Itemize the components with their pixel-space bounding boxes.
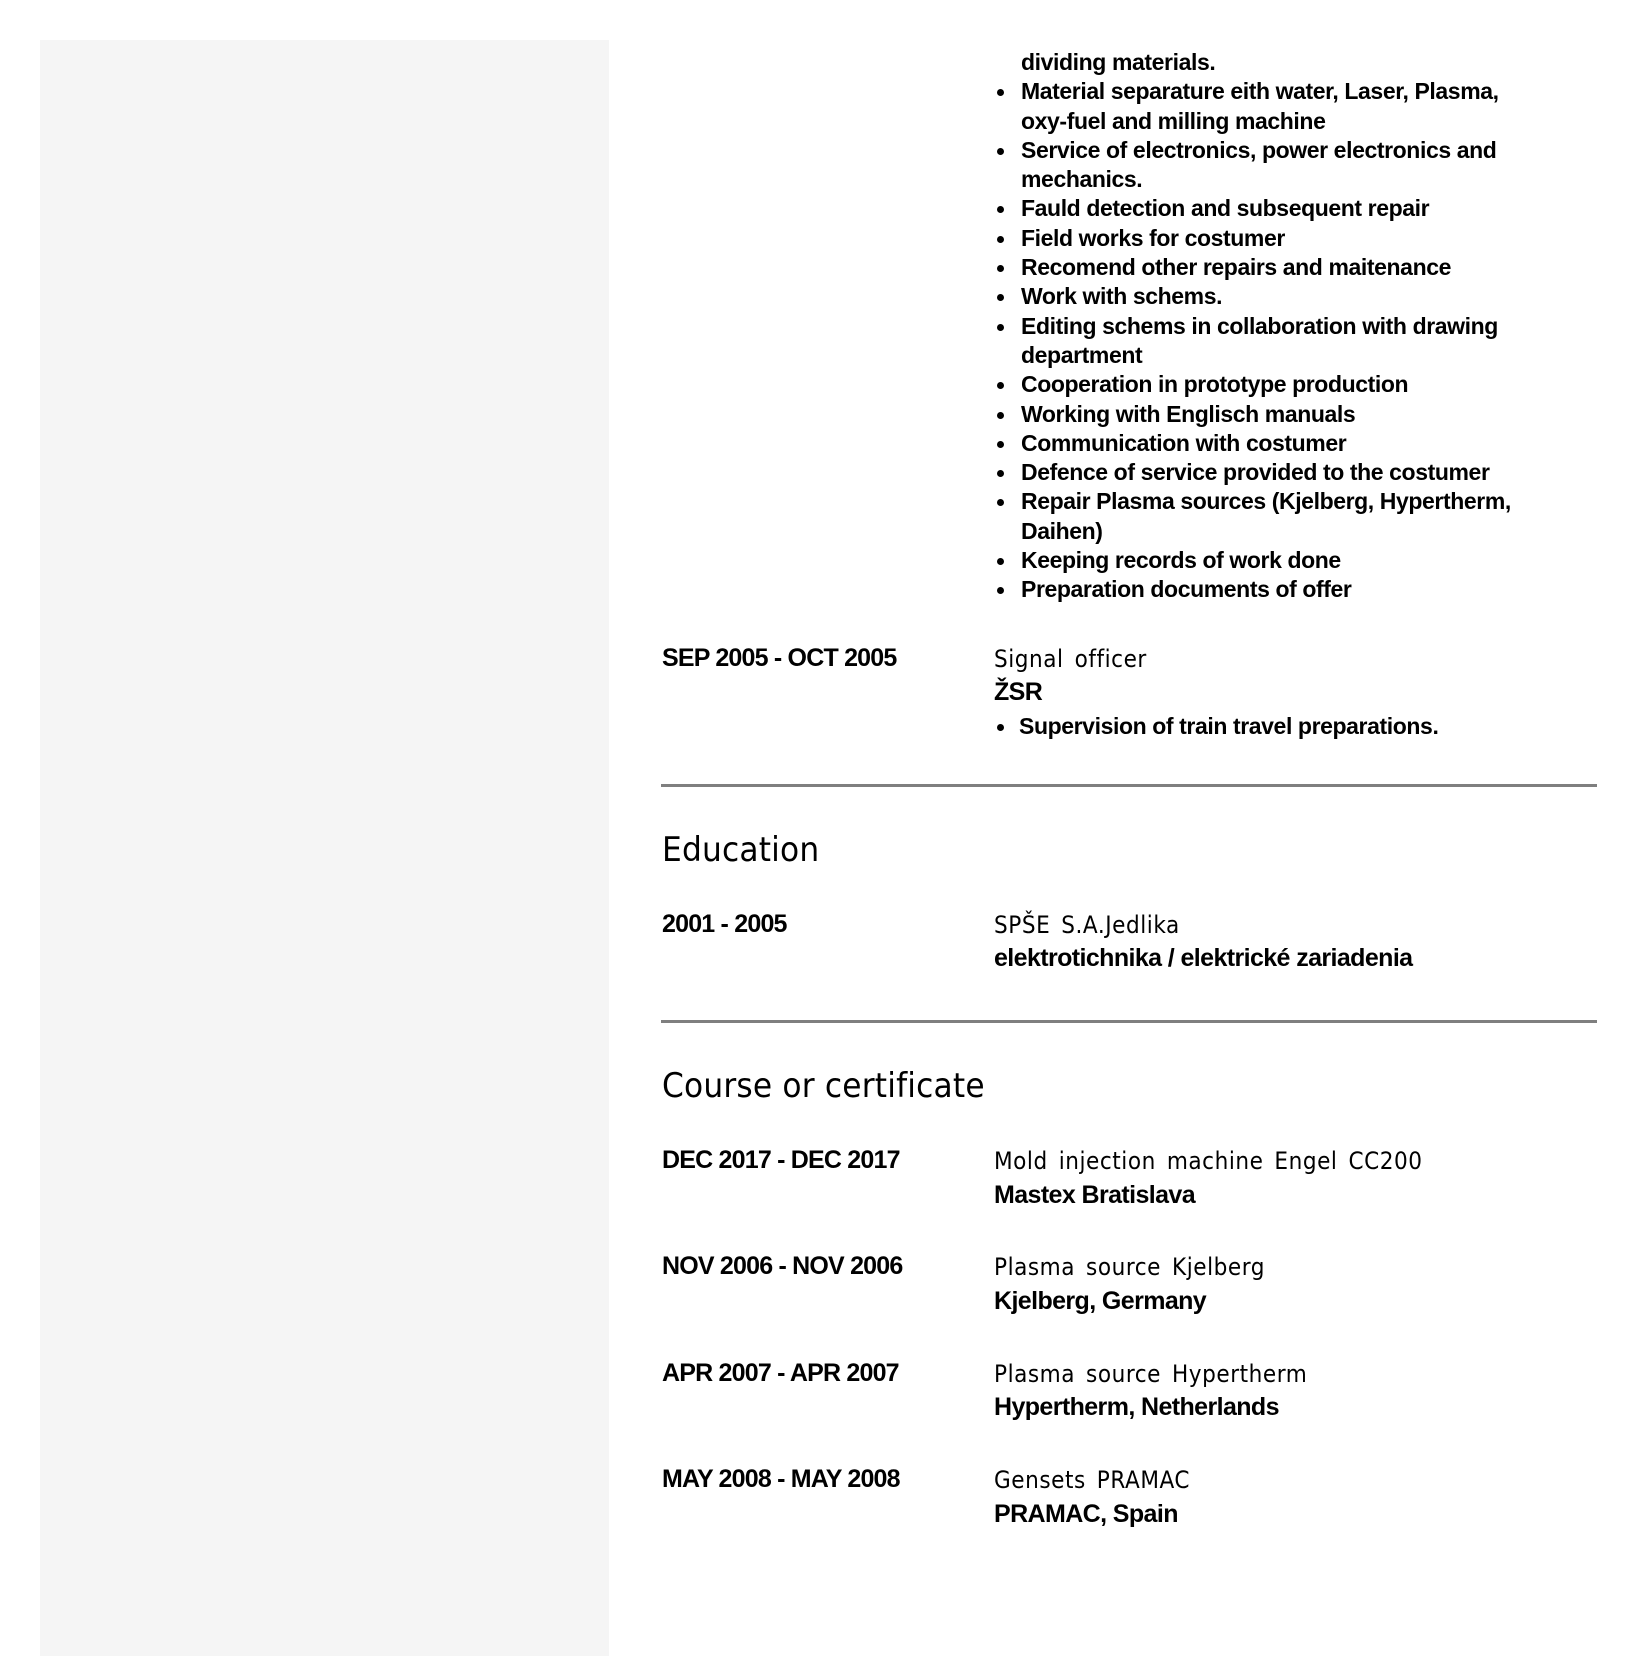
course-organization: Mastex Bratislava bbox=[994, 1181, 1196, 1209]
course-organization: Hypertherm, Netherlands bbox=[994, 1393, 1279, 1421]
duty-item: Work with schems. bbox=[993, 282, 1553, 311]
course-date: NOV 2006 - NOV 2006 bbox=[662, 1252, 903, 1280]
course-title: Plasma source Hypertherm bbox=[994, 1360, 1308, 1388]
course-title: Gensets PRAMAC bbox=[994, 1466, 1191, 1494]
duty-item: Cooperation in prototype production bbox=[993, 370, 1553, 399]
continuation-line: dividing materials. bbox=[1021, 49, 1216, 75]
experience-duty-item: Supervision of train travel preparations. bbox=[994, 713, 1438, 740]
duty-item: Material separature eith water, Laser, Plasma, oxy-fuel and milling machine bbox=[993, 77, 1553, 136]
duty-item: Preparation documents of offer bbox=[993, 575, 1553, 604]
education-field: elektrotichnika / elektrické zariadenia bbox=[994, 944, 1413, 972]
duty-item: Repair Plasma sources (Kjelberg, Hypertherm, Daihen) bbox=[993, 487, 1553, 546]
education-date: 2001 - 2005 bbox=[662, 910, 787, 938]
course-organization: Kjelberg, Germany bbox=[994, 1287, 1207, 1315]
duty-item: Defence of service provided to the costumer bbox=[993, 458, 1553, 487]
course-date: DEC 2017 - DEC 2017 bbox=[662, 1146, 900, 1174]
course-title: Mold injection machine Engel CC200 bbox=[994, 1147, 1423, 1175]
course-organization: PRAMAC, Spain bbox=[994, 1500, 1178, 1528]
duty-item: Working with Englisch manuals bbox=[993, 400, 1553, 429]
section-divider bbox=[661, 1020, 1597, 1023]
duty-item: Fauld detection and subsequent repair bbox=[993, 194, 1553, 223]
experience-duties-list bbox=[993, 48, 1553, 605]
course-date: MAY 2008 - MAY 2008 bbox=[662, 1465, 900, 1493]
course-title: Plasma source Kjelberg bbox=[994, 1253, 1266, 1281]
duty-item: Service of electronics, power electronics and mechanics. bbox=[993, 136, 1553, 195]
experience-organization: ŽSR bbox=[994, 678, 1043, 706]
bullet-icon bbox=[997, 724, 1004, 731]
duty-item: Communication with costumer bbox=[993, 429, 1553, 458]
courses-heading: Course or certificate bbox=[662, 1066, 985, 1106]
duty-item: Editing schems in collaboration with drawing department bbox=[993, 312, 1553, 371]
section-divider bbox=[661, 784, 1597, 787]
course-date: APR 2007 - APR 2007 bbox=[662, 1359, 899, 1387]
education-heading: Education bbox=[662, 830, 820, 870]
duty-item: Keeping records of work done bbox=[993, 546, 1553, 575]
experience-date: SEP 2005 - OCT 2005 bbox=[662, 644, 897, 672]
education-school: SPŠE S.A.Jedlika bbox=[994, 911, 1180, 939]
duty-item: Recomend other repairs and maitenance bbox=[993, 253, 1553, 282]
experience-title: Signal officer bbox=[994, 645, 1147, 673]
duty-item: Field works for costumer bbox=[993, 224, 1553, 253]
